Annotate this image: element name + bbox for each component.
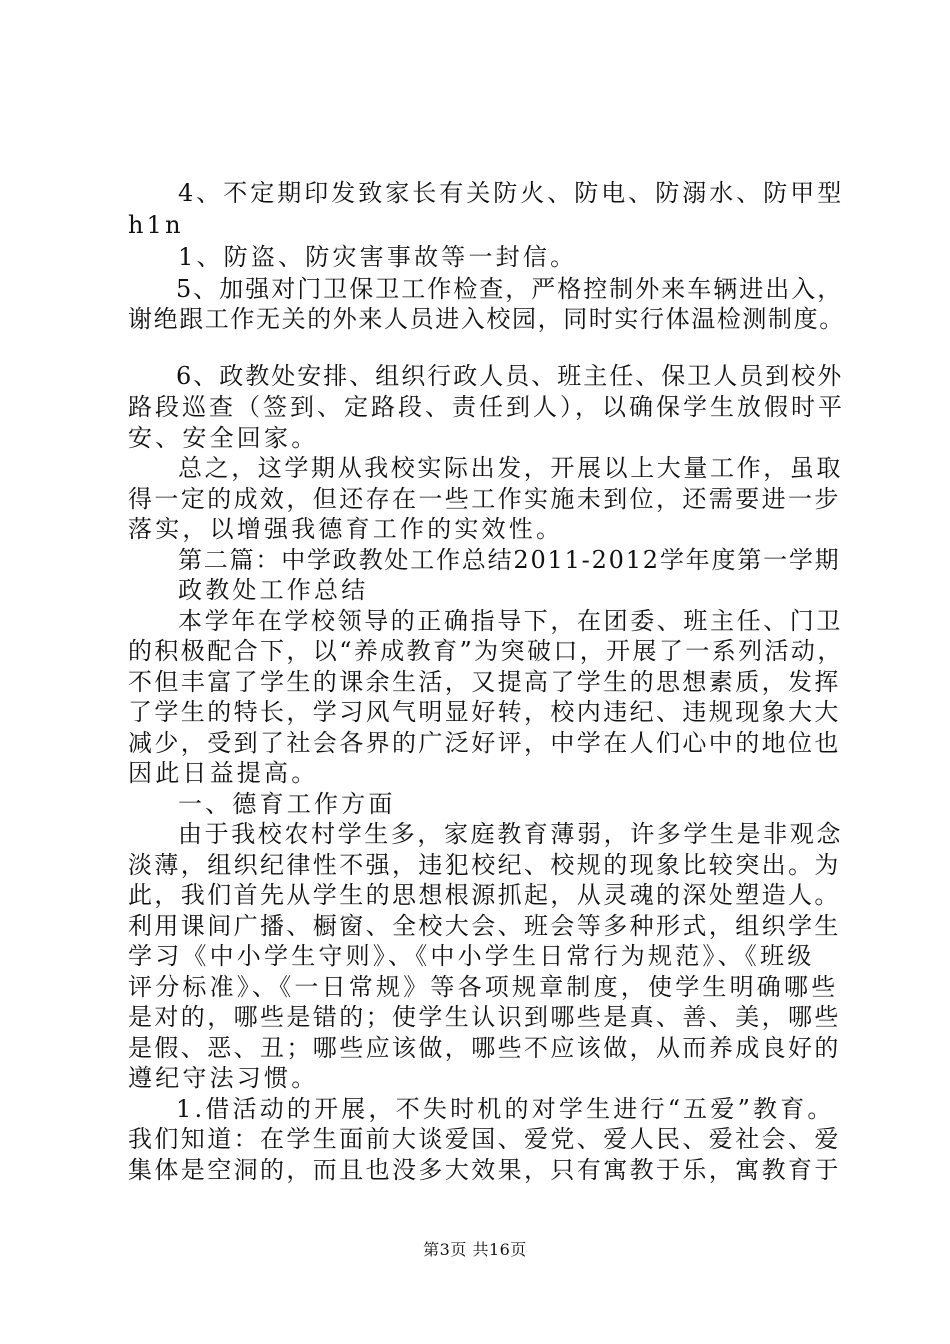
body-line: 6、政教处安排、组织行政人员、班主任、保卫人员到校外 [176, 362, 844, 390]
body-line: 的积极配合下，以“养成教育”为突破口，开展了一系列活动， [128, 637, 844, 665]
body-line: 是对的，哪些是错的；使学生认识到哪些是真、善、美，哪些 [128, 1003, 841, 1031]
body-line: 遵纪守法习惯。 [128, 1064, 319, 1092]
body-line: 落实，以增强我德育工作的实效性。 [128, 515, 564, 543]
body-line: 我们知道：在学生面前大谈爱国、爱党、爱人民、爱社会、爱 [128, 1125, 841, 1153]
body-line: 安、安全回家。 [128, 424, 319, 452]
body-line: 淡薄，组织纪律性不强，违犯校纪、校规的现象比较突出。为 [128, 851, 841, 879]
body-line: 学习《中小学生守则》、《中小学生日常行为规范》、《班级 [128, 942, 815, 970]
body-line: 了学生的特长，学习风气明显好转，校内违纪、违规现象大大 [128, 698, 841, 726]
body-line: 因此日益提高。 [128, 759, 319, 787]
subsection-heading: 一、德育工作方面 [178, 790, 396, 818]
body-line: 1.借活动的开展，不失时机的对学生进行“五爱”教育。 [176, 1095, 835, 1123]
body-line: 总之，这学期从我校实际出发，开展以上大量工作，虽取 [178, 454, 843, 482]
body-line: 1、防盗、防灾害事故等一封信。 [178, 243, 578, 271]
body-line: 是假、恶、丑；哪些应该做，哪些不应该做，从而养成良好的 [128, 1034, 841, 1062]
section-heading: 政教处工作总结 [178, 576, 369, 604]
body-line: 此，我们首先从学生的思想根源抓起，从灵魂的深处塑造人。 [128, 881, 841, 909]
section-heading: 第二篇：中学政教处工作总结2011-2012学年度第一学期 [178, 546, 841, 574]
body-line: 利用课间广播、橱窗、全校大会、班会等多种形式，组织学生 [128, 912, 841, 940]
body-line: 不但丰富了学生的课余生活，又提高了学生的思想素质，发挥 [128, 668, 841, 696]
body-line: 谢绝跟工作无关的外来人员进入校园，同时实行体温检测制度。 [128, 305, 845, 333]
body-line: 本学年在学校领导的正确指导下，在团委、班主任、门卫 [178, 607, 843, 635]
body-line: 得一定的成效，但还存在一些工作实施未到位，还需要进一步 [128, 485, 841, 513]
page-footer: 第3页 共16页 [423, 1240, 527, 1259]
body-line: 由于我校农村学生多，家庭教育薄弱，许多学生是非观念 [178, 820, 843, 848]
body-line: h1n [128, 211, 184, 239]
body-line: 集体是空洞的，而且也没多大效果，只有寓教于乐，寓教育于 [128, 1156, 841, 1184]
body-line: 4、不定期印发致家长有关防火、防电、防溺水、防甲型 [178, 179, 845, 207]
body-line: 5、加强对门卫保卫工作检查，严格控制外来车辆进出入， [176, 275, 844, 303]
body-line: 减少，受到了社会各界的广泛好评，中学在人们心中的地位也 [128, 729, 841, 757]
body-line: 路段巡查（签到、定路段、责任到人），以确保学生放假时平 [128, 393, 845, 421]
body-line: 评分标准》、《一日常规》等各项规章制度，使学生明确哪些 [128, 973, 839, 1001]
